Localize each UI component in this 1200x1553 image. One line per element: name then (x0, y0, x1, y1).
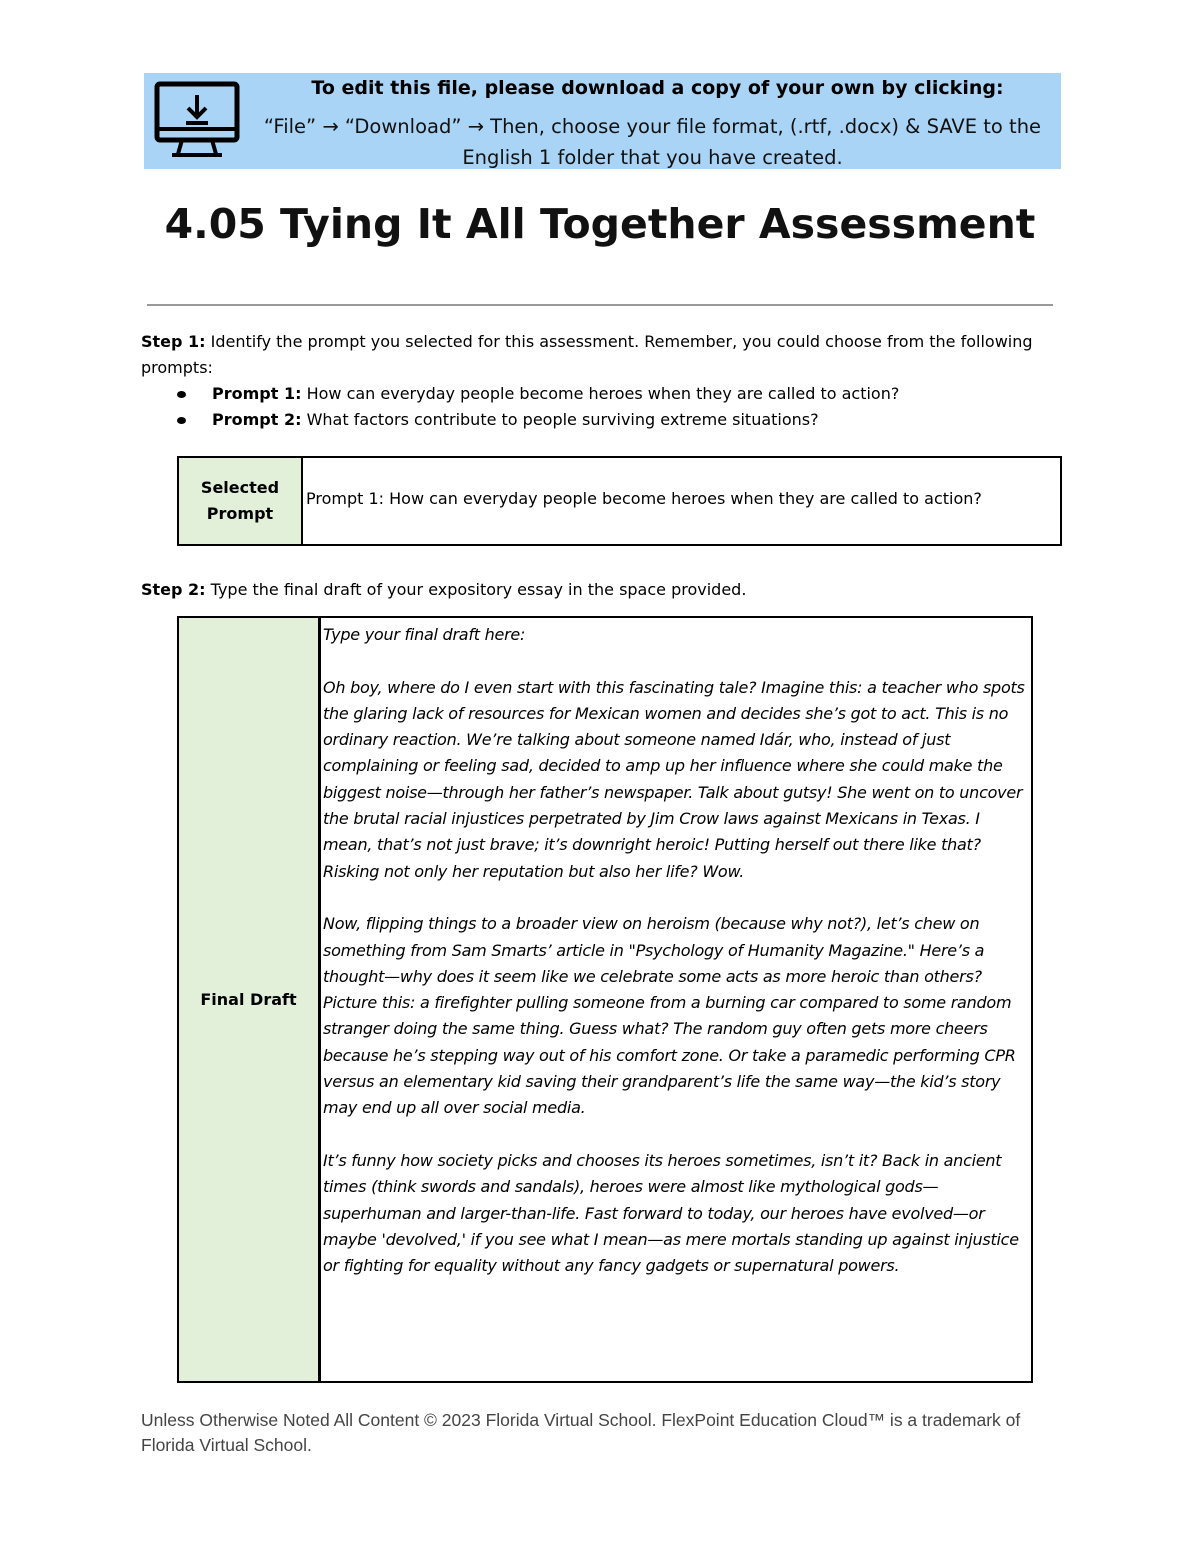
banner-instructions (244, 111, 1061, 173)
selected-prompt-table (177, 456, 1062, 546)
download-monitor-icon (152, 81, 242, 161)
selected-prompt-label-line: Prompt (206, 504, 274, 523)
banner-heading: To edit this file, please download a copy of your own by clicking: (311, 77, 1004, 99)
prompt-text: How can everyday people become heroes when they are called to action? (301, 384, 900, 403)
prompt-label: Prompt 2: (212, 410, 302, 429)
essay-paragraph: Oh boy, where do I even start with this fascinating tale? Imagine this: a teacher who spots the glaring lack of resources for Mexican women and decides she’s got to act. This is no ordinary reaction. We’re talking about someone named Idár, who, instead of just complaining or feeling sad, decided to amp up her influence where she could make the biggest noise—through her father’s newspaper. Talk about gutsy! She went on to uncover the brutal racial injustices perpetrated by Jim Crow laws against Mexicans in Texas. I mean, that’s not just brave; it’s downright heroic! Putting herself out there like that? Risking not only her reputation but also her life? Wow. (323, 677, 1025, 881)
selected-prompt-label-line: Selected (200, 478, 280, 497)
step1-text: Identify the prompt you selected for this assessment. Remember, you could choose from the following prompts: (141, 332, 1033, 377)
final-draft-intro: Type your final draft here: (323, 625, 526, 644)
selected-prompt-field[interactable]: Prompt 1: How can everyday people become heroes when they are called to action? (306, 489, 982, 508)
essay-paragraph: Now, flipping things to a broader view on heroism (because why not?), let’s chew on something from Sam Smarts’ article in "Psychology of Humanity Magazine." Here’s a thought—why does it seem like we celebrate some acts as more heroic than others? Picture this: a firefighter pulling someone from a burning car compared to some random stranger doing the same thing. Guess what? The random guy often gets more cheers because he’s stepping way out of his comfort zone. Or take a paramedic performing CPR versus an elementary kid saving their grandparent’s life the same way—the kid’s story may end up all over social media. (323, 914, 1016, 1118)
prompt-label: Prompt 1: (212, 384, 302, 403)
final-draft-label: Final Draft (179, 618, 321, 1381)
step1-instructions (141, 329, 1041, 381)
step2-instructions (141, 577, 746, 603)
banner-instructions-line: “File” → “Download” → Then, choose your file format, (.rtf, .docx) & SAVE to the (263, 115, 1042, 138)
step2-text: Type the final draft of your expository essay in the space provided. (205, 580, 747, 599)
copyright-footer: Unless Otherwise Noted All Content © 2023 Florida Virtual School. FlexPoint Education Cloud™ is a trademark of Florida Virtual School. (141, 1410, 1021, 1455)
bullet-icon (177, 417, 186, 424)
page-title: 4.05 Tying It All Together Assessment (164, 200, 1036, 248)
edit-instructions-banner (144, 73, 1061, 169)
bullet-icon (177, 391, 186, 398)
final-draft-table (177, 616, 1033, 1383)
step2-label: Step 2: (141, 580, 206, 599)
final-draft-field[interactable] (321, 618, 1031, 1381)
prompt-text: What factors contribute to people surviving extreme situations? (301, 410, 819, 429)
banner-instructions-line: English 1 folder that you have created. (462, 146, 843, 169)
selected-prompt-label (179, 458, 303, 544)
step1-label: Step 1: (141, 332, 206, 351)
essay-paragraph: It’s funny how society picks and chooses its heroes sometimes, isn’t it? Back in ancient times (think swords and sandals), heroes were almost like mythological gods—superhuman and larger-than-life. Fast forward to today, our heroes have evolved—or maybe 'devolved,' if you see what I mean—as mere mortals standing up against injustice or fighting for equality without any fancy gadgets or supernatural powers. (323, 1150, 1019, 1276)
divider (147, 304, 1053, 306)
